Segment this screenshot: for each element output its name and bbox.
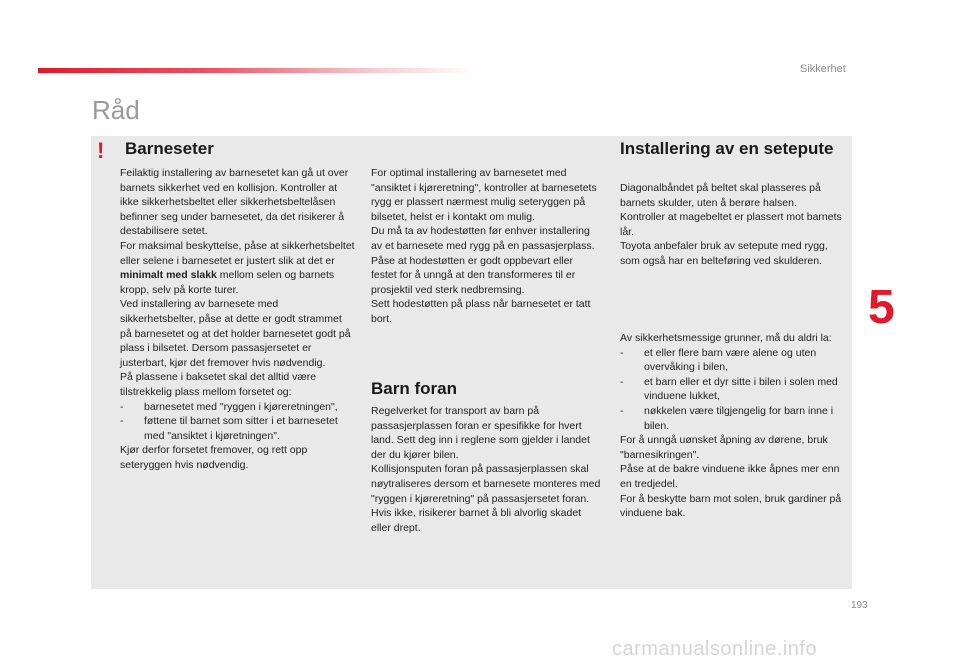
list-item-text: nøkkelen være tilgjengelig for barn inne i bilen. bbox=[644, 404, 834, 432]
list-item bbox=[120, 414, 356, 443]
paragraph: Påse at de bakre vinduene ikke åpnes mer enn en tredjedel. bbox=[620, 463, 840, 490]
paragraph: Toyota anbefaler bruk av setepute med rygg, som også har en belteføring ved skulderen. bbox=[620, 240, 828, 267]
list-item-text: et eller flere barn være alene og uten overvåking i bilen, bbox=[644, 346, 817, 374]
list-dash: - bbox=[620, 375, 624, 388]
paragraph: Kjør derfor forsetet fremover, og rett opp seteryggen hvis nødvendig. bbox=[120, 444, 308, 471]
paragraph: Kollisjonsputen foran på passasjerplassen skal nøytraliseres dersom et barnesete monteres med "ryggen i kjøreretning" på passasjersetet foran. Hvis ikke, risikerer barnet å bli alvorlig skadet eller drept. bbox=[371, 463, 601, 534]
list-item-text: et barn eller et dyr sitte i bilen i solen med vinduene lukket, bbox=[644, 375, 838, 403]
heading-setepute: Installering av en setepute bbox=[620, 139, 834, 158]
list-dash: - bbox=[620, 346, 624, 359]
paragraph: For optimal installering av barnesetet med "ansiktet i kjøreretning", kontroller at barnesetets rygg er plassert nærmest mulig seteryggen på bilsetet, helst er i kontakt om mulig. bbox=[371, 167, 597, 223]
chapter-number: 5 bbox=[868, 281, 895, 334]
paragraph: Ved installering av barnesete med sikkerhetsbelter, påse at dette er godt strammet på barnesetet og at det holder barnesetet godt på plass i bilsetet. Dersom passasjersetet er justerbart, kjør det fremover hvis nødvendig. bbox=[120, 298, 351, 369]
column-installation bbox=[371, 166, 597, 327]
list-item-text: barnesetet med "ryggen i kjøreretningen", bbox=[144, 400, 338, 413]
heading-barn-foran: Barn foran bbox=[371, 379, 457, 398]
paragraph: Diagonalbåndet på beltet skal plasseres på barnets skulder, uten å berøre halsen. bbox=[620, 182, 821, 209]
paragraph: For å beskytte barn mot solen, bruk gardiner på vinduene bak. bbox=[620, 492, 842, 520]
list-item-text: føttene til barnet som sitter i et barnesetet med "ansiktet i kjøretningen". bbox=[144, 415, 338, 442]
page-title: Råd bbox=[92, 95, 140, 125]
text-run: For maksimal beskyttelse, påse at sikkerhetsbeltet eller selene i barnesetet er justert slik at det er bbox=[120, 239, 355, 267]
paragraph: Sett hodestøtten på plass når barnesetet er tatt bort. bbox=[371, 298, 591, 325]
paragraph: Regelverket for transport av barn på passasjerplassen foran er spesifikke for hvert land. Sett deg inn i reglene som gjelder i landet der du kjører bilen. bbox=[371, 405, 590, 461]
paragraph: Du må ta av hodestøtten før enhver installering av et barnesete med rygg på en passasjerplass. bbox=[371, 225, 595, 252]
heading-barneseter: Barneseter bbox=[125, 139, 214, 158]
paragraph: Av sikkerhetsmessige grunner, må du aldri la: bbox=[620, 332, 832, 344]
section-label: Sikkerhet bbox=[800, 63, 846, 75]
page-number: 193 bbox=[851, 600, 868, 611]
column-sikkerhet bbox=[620, 331, 852, 521]
column-barn-foran bbox=[371, 404, 601, 535]
list-dash: - bbox=[120, 415, 124, 428]
list-item bbox=[620, 346, 852, 375]
column-barneseter bbox=[120, 166, 356, 472]
list-item bbox=[120, 400, 356, 415]
header-accent-bar bbox=[38, 68, 478, 73]
paragraph: Kontroller at magebeltet er plassert mot barnets lår. bbox=[620, 211, 842, 238]
paragraph: På plassene i baksetet skal det alltid være tilstrekkelig plass mellom forsetet og: bbox=[120, 371, 317, 398]
column-setepute bbox=[620, 181, 848, 269]
paragraph bbox=[120, 239, 356, 297]
list-dash: - bbox=[620, 404, 624, 417]
paragraph: For å unngå uønsket åpning av dørene, bruk "barnesikringen". bbox=[620, 434, 828, 461]
watermark: carmanualsonline.info bbox=[612, 638, 818, 660]
list-item bbox=[620, 375, 852, 404]
bold-text: minimalt med slakk bbox=[120, 269, 217, 282]
paragraph: Påse at hodestøtten er godt oppbevart eller festet for å unngå at den transformeres til er prosjektil ved sterk nedbremsing. bbox=[371, 254, 576, 296]
warning-icon: ! bbox=[97, 138, 105, 163]
paragraph: Feilaktig installering av barnesetet kan gå ut over barnets sikkerhet ved en kollisjon. Kontroller at ikke sikkerhetsbeltet eller sikkerhetsbeltelåsen befinner seg under barnesetet, da det risikerer å destabilisere setet. bbox=[120, 167, 349, 238]
list-item bbox=[620, 404, 852, 433]
text-run: mellom selen og barnets kropp, selv på korte turer. bbox=[120, 269, 335, 296]
list-dash: - bbox=[120, 400, 124, 413]
